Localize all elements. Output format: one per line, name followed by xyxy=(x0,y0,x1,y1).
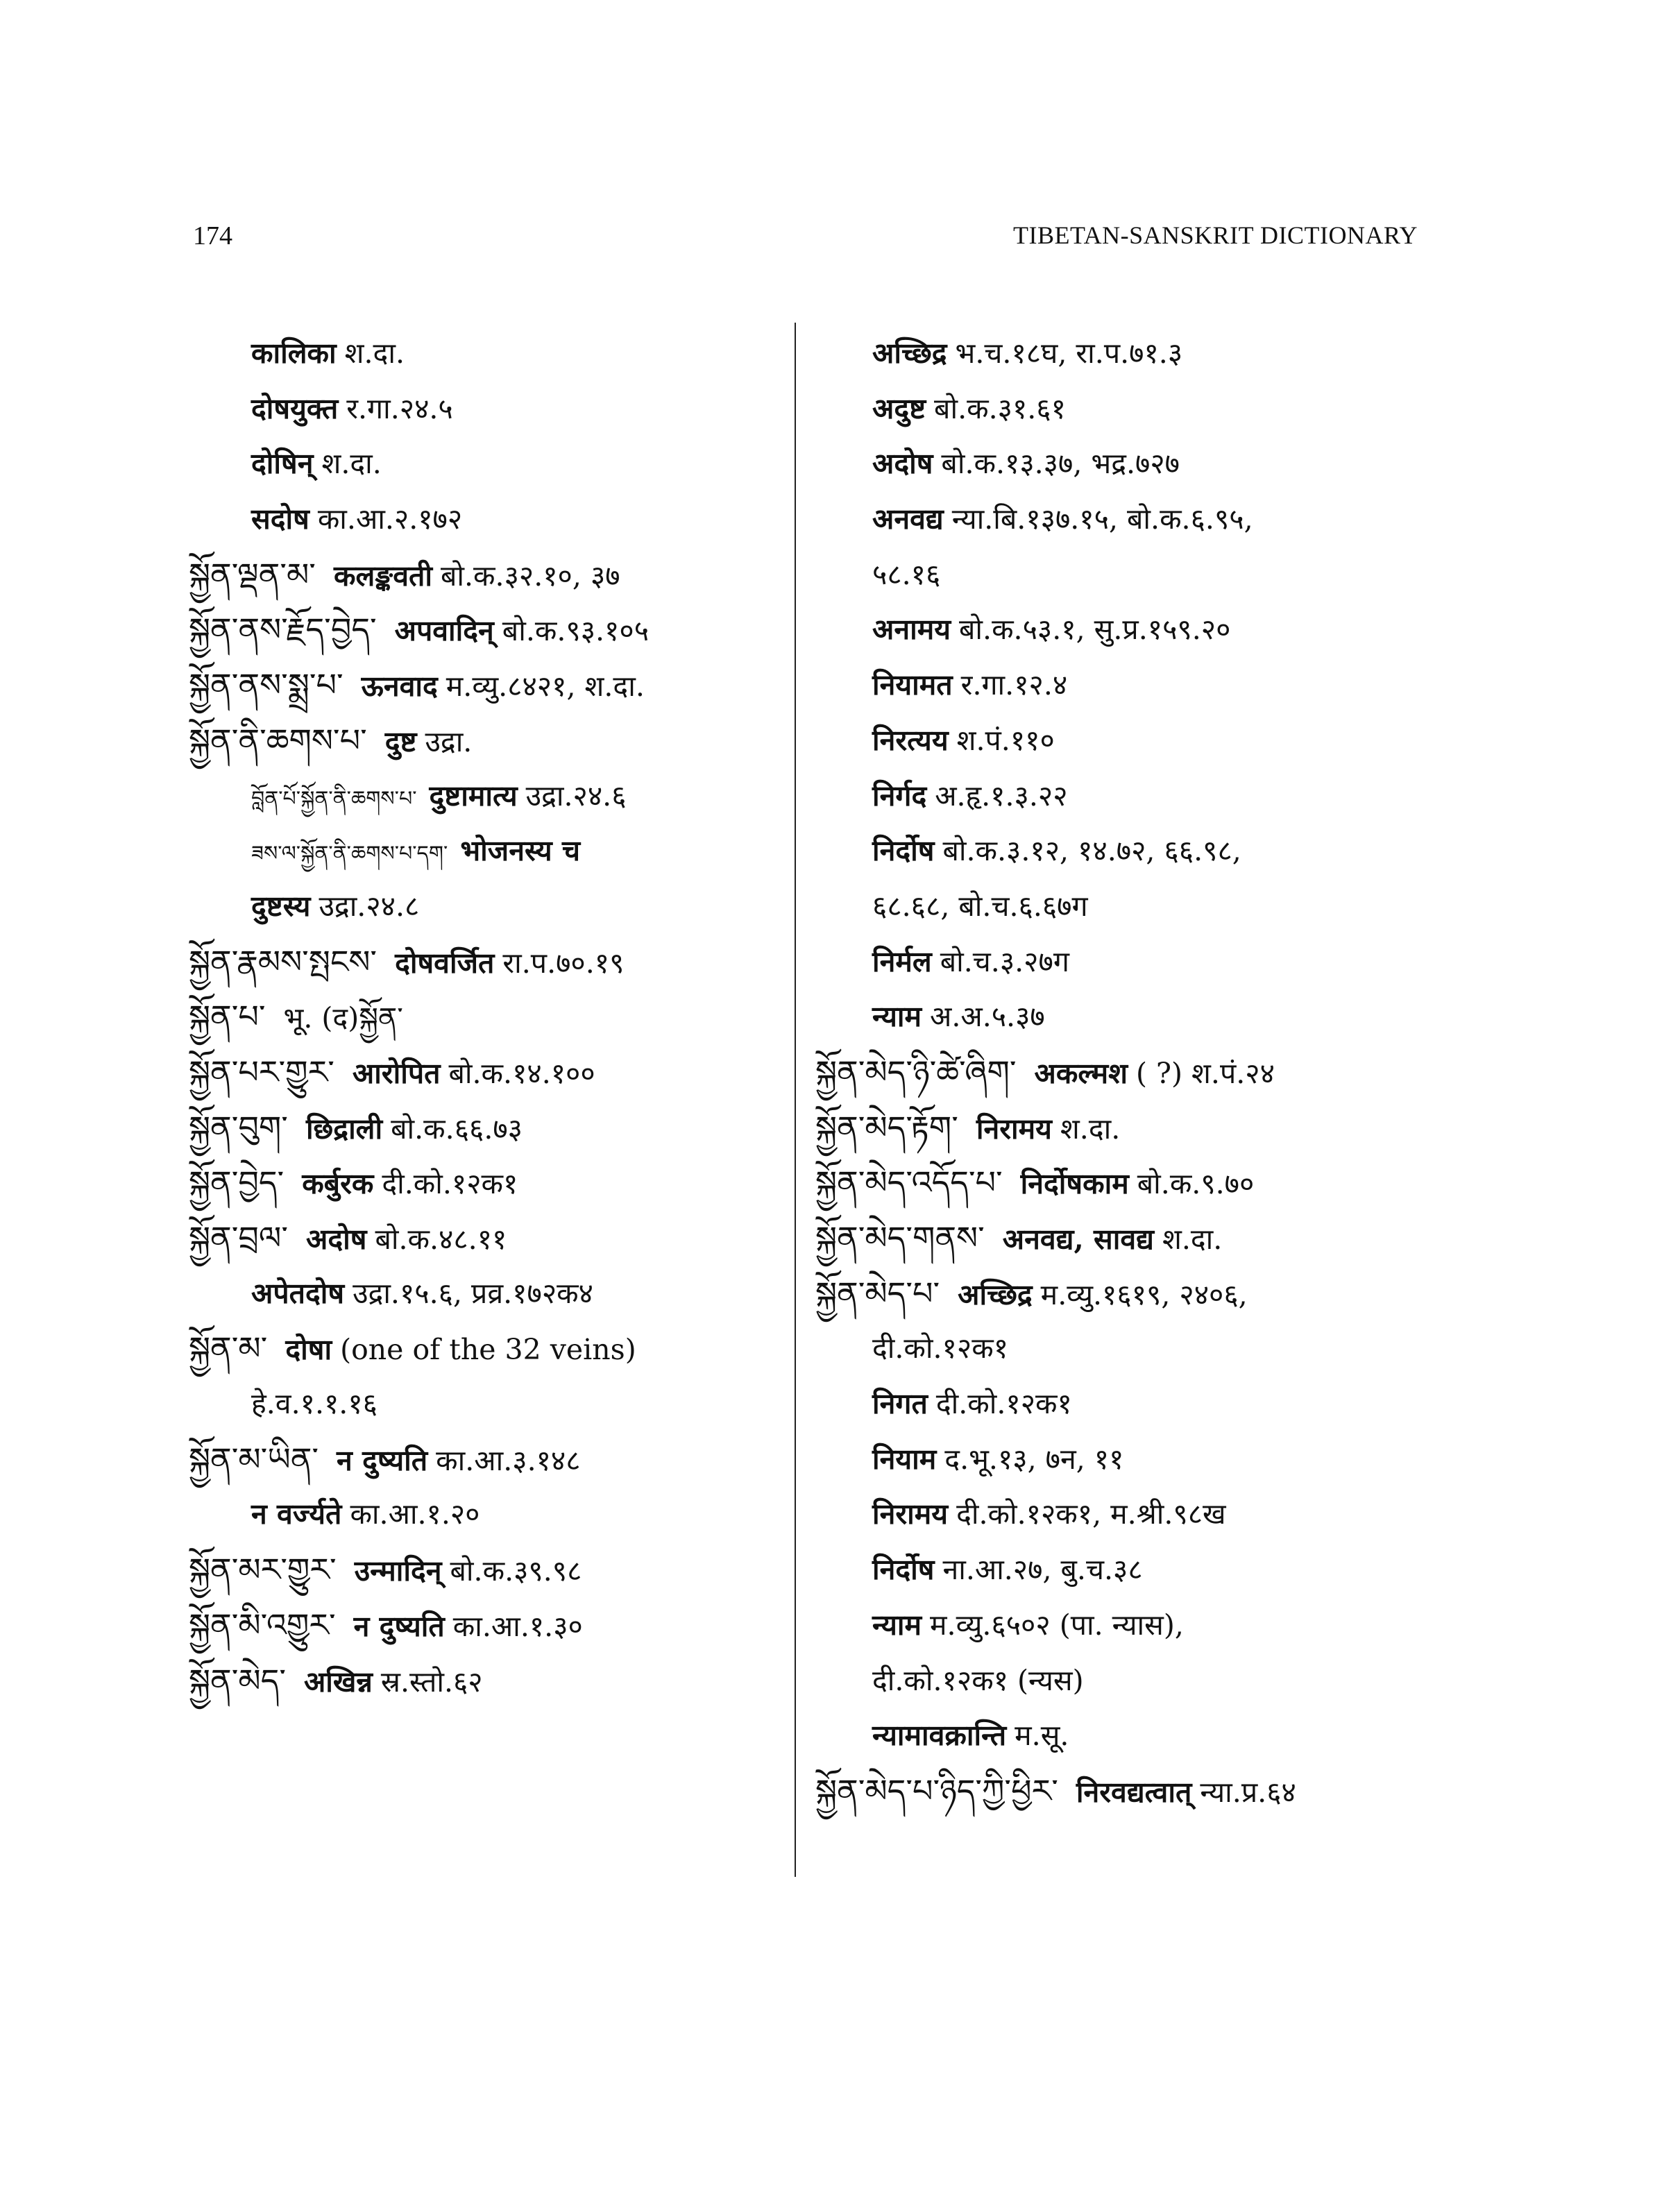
tibetan-headword: སྐྱོན་ནི་ཆགས་པ་ xyxy=(189,721,367,759)
sanskrit-equivalent: न्याम xyxy=(872,1608,922,1642)
source-reference: दी.को.१२क१ xyxy=(935,1387,1072,1421)
sanskrit-equivalent: निगत xyxy=(872,1387,928,1421)
dictionary-line xyxy=(815,713,1433,769)
sanskrit-equivalent: न वर्ज्यते xyxy=(251,1497,342,1531)
sanskrit-equivalent: न्यामावक्रान्ति xyxy=(872,1719,1007,1753)
source-reference: दी.को.१२क१ xyxy=(382,1167,518,1201)
tibetan-headword: སྐྱོན་ནས་སྨྲ་པ་ xyxy=(189,666,343,704)
source-reference: का.आ.१.२० xyxy=(350,1497,480,1531)
tibetan-headword: སྐྱོན་མི་འགྱུར་ xyxy=(189,1606,336,1644)
source-reference: बो.क.६६.७३ xyxy=(391,1112,523,1146)
source-reference: ( ?) श.पं.२४ xyxy=(1136,1056,1275,1090)
sanskrit-equivalent: दुष्ट xyxy=(384,724,417,758)
source-reference: उद्रा. xyxy=(425,724,473,758)
tibetan-headword: བློན་པོ་སྐྱོན་ནི་ཆགས་པ་ xyxy=(251,786,417,811)
tibetan-headword: སྐྱོན་པ་ xyxy=(189,998,266,1036)
dictionary-line xyxy=(189,1487,786,1542)
dictionary-line xyxy=(189,1155,786,1211)
source-reference: बो.क.३२.१०, ३७ xyxy=(440,559,620,593)
dictionary-line xyxy=(815,1266,1433,1322)
dictionary-line xyxy=(815,602,1433,658)
sanskrit-equivalent: अदोष xyxy=(306,1223,367,1256)
source-reference: का.आ.२.१७२ xyxy=(317,502,463,536)
sanskrit-equivalent: निर्दोष xyxy=(872,834,935,868)
dictionary-line xyxy=(189,824,786,879)
sanskrit-equivalent: नियाम xyxy=(872,1442,937,1476)
tibetan-headword: སྐྱོན་མ་ཡིན་ xyxy=(189,1440,319,1478)
source-reference: श.दा. xyxy=(344,337,405,370)
source-reference: ६८.६८, बो.च.६.६७ग xyxy=(872,889,1088,923)
source-reference: का.आ.१.३० xyxy=(452,1609,583,1643)
source-reference: बो.क.४८.११ xyxy=(375,1223,507,1256)
sanskrit-equivalent: निर्दोष xyxy=(872,1553,935,1587)
sanskrit-equivalent: अपवादिन् xyxy=(394,614,494,648)
source-reference: श.दा. xyxy=(1060,1112,1121,1146)
source-reference: स्र.स्तो.६२ xyxy=(380,1665,483,1699)
source-reference: श.पं.११० xyxy=(956,723,1055,757)
source-reference: भ.च.१८घ, रा.प.७१.३ xyxy=(955,337,1183,370)
sanskrit-equivalent: न दुष्यति xyxy=(353,1609,445,1643)
dictionary-line xyxy=(189,989,786,1045)
dictionary-line xyxy=(189,1100,786,1156)
sanskrit-equivalent: ऊनवाद xyxy=(361,670,438,704)
sanskrit-equivalent: न दुष्यति xyxy=(337,1443,428,1477)
dictionary-line xyxy=(189,1653,786,1709)
source-reference: बो.क.९.७० xyxy=(1137,1167,1255,1201)
tibetan-headword: སྐྱོན་མ་ xyxy=(189,1329,268,1368)
dictionary-line xyxy=(815,989,1433,1045)
source-reference: न्या.बि.१३७.१५, बो.क.६.९५, xyxy=(951,502,1253,536)
column-divider xyxy=(795,323,796,1877)
source-reference: म.व्यु.१६१९, २४०६, xyxy=(1040,1277,1248,1311)
source-reference: (one of the 32 veins) xyxy=(340,1333,636,1367)
dictionary-line xyxy=(189,326,786,382)
sanskrit-equivalent: उन्मादिन् xyxy=(354,1554,442,1588)
sanskrit-equivalent: दोषा xyxy=(285,1333,332,1367)
dictionary-line xyxy=(189,1432,786,1488)
source-reference: उद्रा.२४.६ xyxy=(525,779,627,813)
dictionary-line xyxy=(815,1321,1433,1377)
tibetan-headword: སྐྱོན་མེད་འདོད་པ་ xyxy=(815,1164,1003,1202)
sanskrit-equivalent: अदोष xyxy=(872,447,933,481)
tibetan-headword: སྐྱོན་མེད་གནས་ xyxy=(815,1219,985,1257)
dictionary-line xyxy=(189,1598,786,1653)
source-reference: द.भू.१३, ७न, ११ xyxy=(944,1442,1124,1476)
source-reference: बो.क.९३.१०५ xyxy=(502,614,650,648)
dictionary-line xyxy=(815,1045,1433,1100)
sanskrit-equivalent: अखिन्न xyxy=(303,1665,373,1699)
source-reference: दी.को.१२क१ xyxy=(872,1332,1009,1366)
sanskrit-equivalent: अनवद्य, सावद्य xyxy=(1002,1223,1154,1256)
source-reference: हे.व.१.१.१६ xyxy=(251,1387,377,1421)
dictionary-line xyxy=(189,1045,786,1100)
source-reference: ना.आ.२७, बु.च.३८ xyxy=(942,1553,1143,1587)
source-reference: र.गा.१२.४ xyxy=(960,668,1068,702)
source-reference: ५८.१६ xyxy=(872,557,941,591)
tibetan-headword: སྐྱོན་ལྡན་མ་ xyxy=(189,555,316,593)
source-reference: म.व्यु.६५०२ (पा. न्यास), xyxy=(930,1608,1184,1642)
sanskrit-equivalent: नियामत xyxy=(872,668,953,702)
dictionary-line xyxy=(815,492,1433,547)
sanskrit-equivalent: अपेतदोष xyxy=(251,1276,345,1310)
source-reference: बो.च.३.२७ग xyxy=(940,944,1069,978)
sanskrit-equivalent: आरोपित xyxy=(352,1056,441,1090)
sanskrit-equivalent: दुष्टामात्य xyxy=(429,779,518,813)
dictionary-line xyxy=(189,713,786,769)
sanskrit-equivalent: दुष्टस्य xyxy=(251,889,311,923)
running-head: TIBETAN-SANSKRIT DICTIONARY xyxy=(1013,221,1418,249)
source-reference: का.आ.३.१४८ xyxy=(436,1443,581,1477)
dictionary-line xyxy=(189,547,786,603)
dictionary-line xyxy=(815,382,1433,437)
sanskrit-equivalent: अच्छिद्र xyxy=(872,337,947,370)
dictionary-line xyxy=(815,824,1433,879)
dictionary-line xyxy=(815,1377,1433,1432)
sanskrit-equivalent: सदोष xyxy=(251,502,309,536)
source-reference: र.गा.२४.५ xyxy=(346,391,453,425)
tibetan-headword: སྐྱོན་ནས་རྗོད་བྱེད་ xyxy=(189,611,377,649)
dictionary-line xyxy=(189,658,786,713)
sanskrit-equivalent: अनवद्य xyxy=(872,502,944,536)
sanskrit-equivalent: निर्गद xyxy=(872,779,927,813)
sanskrit-equivalent: अच्छिद्र xyxy=(958,1277,1033,1311)
source-reference: बो.क.१४.१०० xyxy=(448,1056,595,1090)
source-reference: दी.को.१२क१ (न्यस) xyxy=(872,1663,1084,1697)
dictionary-line xyxy=(189,1542,786,1598)
dictionary-line xyxy=(815,1432,1433,1488)
source-reference: न्या.प्र.६४ xyxy=(1200,1775,1296,1809)
dictionary-line xyxy=(189,382,786,437)
dictionary-line xyxy=(815,547,1433,603)
sanskrit-equivalent: निर्दोषकाम xyxy=(1020,1167,1129,1201)
dictionary-line xyxy=(815,1155,1433,1211)
sanskrit-equivalent: निरामय xyxy=(976,1112,1052,1146)
sanskrit-equivalent: न्याम xyxy=(872,1000,922,1034)
source-reference: म.व्यु.८४२१, श.दा. xyxy=(446,670,645,704)
tibetan-headword: སྐྱོན་མེད་པ་ཉིད་ཀྱི་ཕྱིར་ xyxy=(815,1771,1058,1810)
source-reference: उद्रा.१५.६, प्रव्र.१७२क४ xyxy=(353,1276,593,1310)
source-reference: रा.प.७०.१९ xyxy=(502,946,625,980)
dictionary-line xyxy=(815,1487,1433,1542)
dictionary-line xyxy=(815,1764,1433,1819)
dictionary-line xyxy=(189,602,786,658)
tibetan-headword: སྐྱོན་བྲལ་ xyxy=(189,1219,289,1257)
tibetan-headword: སྐྱོན་མར་གྱུར་ xyxy=(189,1551,337,1589)
source-reference: बो.क.३१.६१ xyxy=(934,391,1066,425)
dictionary-line xyxy=(815,658,1433,713)
tibetan-headword: སྐྱོན་རྣམས་སྤངས་ xyxy=(189,942,377,980)
tibetan-headword: སྐྱོན་མེད་ཉི་ཚེ་ཞིག་ xyxy=(815,1053,1017,1091)
source-reference: म.सू. xyxy=(1015,1719,1069,1753)
dictionary-line xyxy=(815,1542,1433,1598)
dictionary-line xyxy=(189,879,786,935)
source-reference: बो.क.३.१२, १४.७२, ६६.९८, xyxy=(942,834,1241,868)
source-reference: श.दा. xyxy=(321,447,382,481)
sanskrit-equivalent: निरत्यय xyxy=(872,723,949,757)
dictionary-line xyxy=(815,326,1433,382)
source-reference: बो.क.५३.१, सु.प्र.१५९.२० xyxy=(959,613,1231,647)
sanskrit-equivalent: दोषिन् xyxy=(251,447,314,481)
source-reference: अ.हृ.१.३.२२ xyxy=(935,779,1068,813)
dictionary-line xyxy=(189,436,786,492)
sanskrit-equivalent: कर्बुरक xyxy=(302,1167,374,1201)
tibetan-headword: སྐྱོན་མེད་རྟོག་ xyxy=(815,1108,958,1146)
sanskrit-equivalent: दोषयुक्त xyxy=(251,391,339,425)
sanskrit-equivalent: भोजनस्य च xyxy=(460,834,580,868)
sanskrit-equivalent: निरवद्यत्वात् xyxy=(1076,1775,1192,1809)
sanskrit-equivalent: छिद्राली xyxy=(305,1112,383,1146)
dictionary-line xyxy=(815,1211,1433,1266)
sanskrit-equivalent: अकल्मश xyxy=(1034,1056,1128,1090)
dictionary-line xyxy=(815,1653,1433,1709)
tibetan-headword: སྐྱོན་པར་གྱུར་ xyxy=(189,1053,334,1091)
sanskrit-equivalent: निर्मल xyxy=(872,944,932,978)
page-number: 174 xyxy=(193,221,232,250)
source-reference: दी.को.१२क१, म.श्री.९८ख xyxy=(956,1497,1226,1531)
dictionary-line xyxy=(815,769,1433,824)
sanskrit-equivalent: निरामय xyxy=(872,1497,949,1531)
source-reference: बो.क.१३.३७, भद्र.७२७ xyxy=(941,447,1180,481)
dictionary-line xyxy=(189,1266,786,1322)
source-reference: भू. (द)སྐྱོན་ xyxy=(283,1001,403,1035)
source-reference: बो.क.३९.९८ xyxy=(450,1554,582,1588)
dictionary-line xyxy=(815,879,1433,935)
tibetan-headword: སྐྱོན་བུག་ xyxy=(189,1108,288,1146)
sanskrit-equivalent: अनामय xyxy=(872,613,951,647)
dictionary-line xyxy=(815,1100,1433,1156)
dictionary-line xyxy=(815,935,1433,990)
source-reference: उद्रा.२४.८ xyxy=(319,889,420,923)
dictionary-line xyxy=(189,769,786,824)
dictionary-line xyxy=(189,1321,786,1377)
dictionary-line xyxy=(815,1708,1433,1764)
dictionary-line xyxy=(189,492,786,547)
dictionary-line xyxy=(189,1377,786,1432)
sanskrit-equivalent: कलङ्कवती xyxy=(333,559,432,593)
left-column xyxy=(189,326,786,1708)
dictionary-line xyxy=(815,1598,1433,1653)
sanskrit-equivalent: कालिका xyxy=(251,337,337,370)
dictionary-line xyxy=(815,436,1433,492)
tibetan-headword: སྐྱོན་མེད་པ་ xyxy=(815,1274,940,1312)
right-column xyxy=(815,326,1433,1819)
source-reference: श.दा. xyxy=(1162,1223,1223,1256)
tibetan-headword: སྐྱོན་མེད་ xyxy=(189,1661,286,1699)
dictionary-line xyxy=(189,935,786,990)
source-reference: अ.अ.५.३७ xyxy=(930,1000,1045,1034)
tibetan-headword: ཟས་ལ་སྐྱོན་ནི་ཆགས་པ་དག་ xyxy=(251,842,448,867)
tibetan-headword: སྐྱོན་བྱེད་ xyxy=(189,1164,285,1202)
dictionary-line xyxy=(189,1211,786,1266)
sanskrit-equivalent: दोषवर्जित xyxy=(395,946,495,980)
sanskrit-equivalent: अदुष्ट xyxy=(872,391,926,425)
